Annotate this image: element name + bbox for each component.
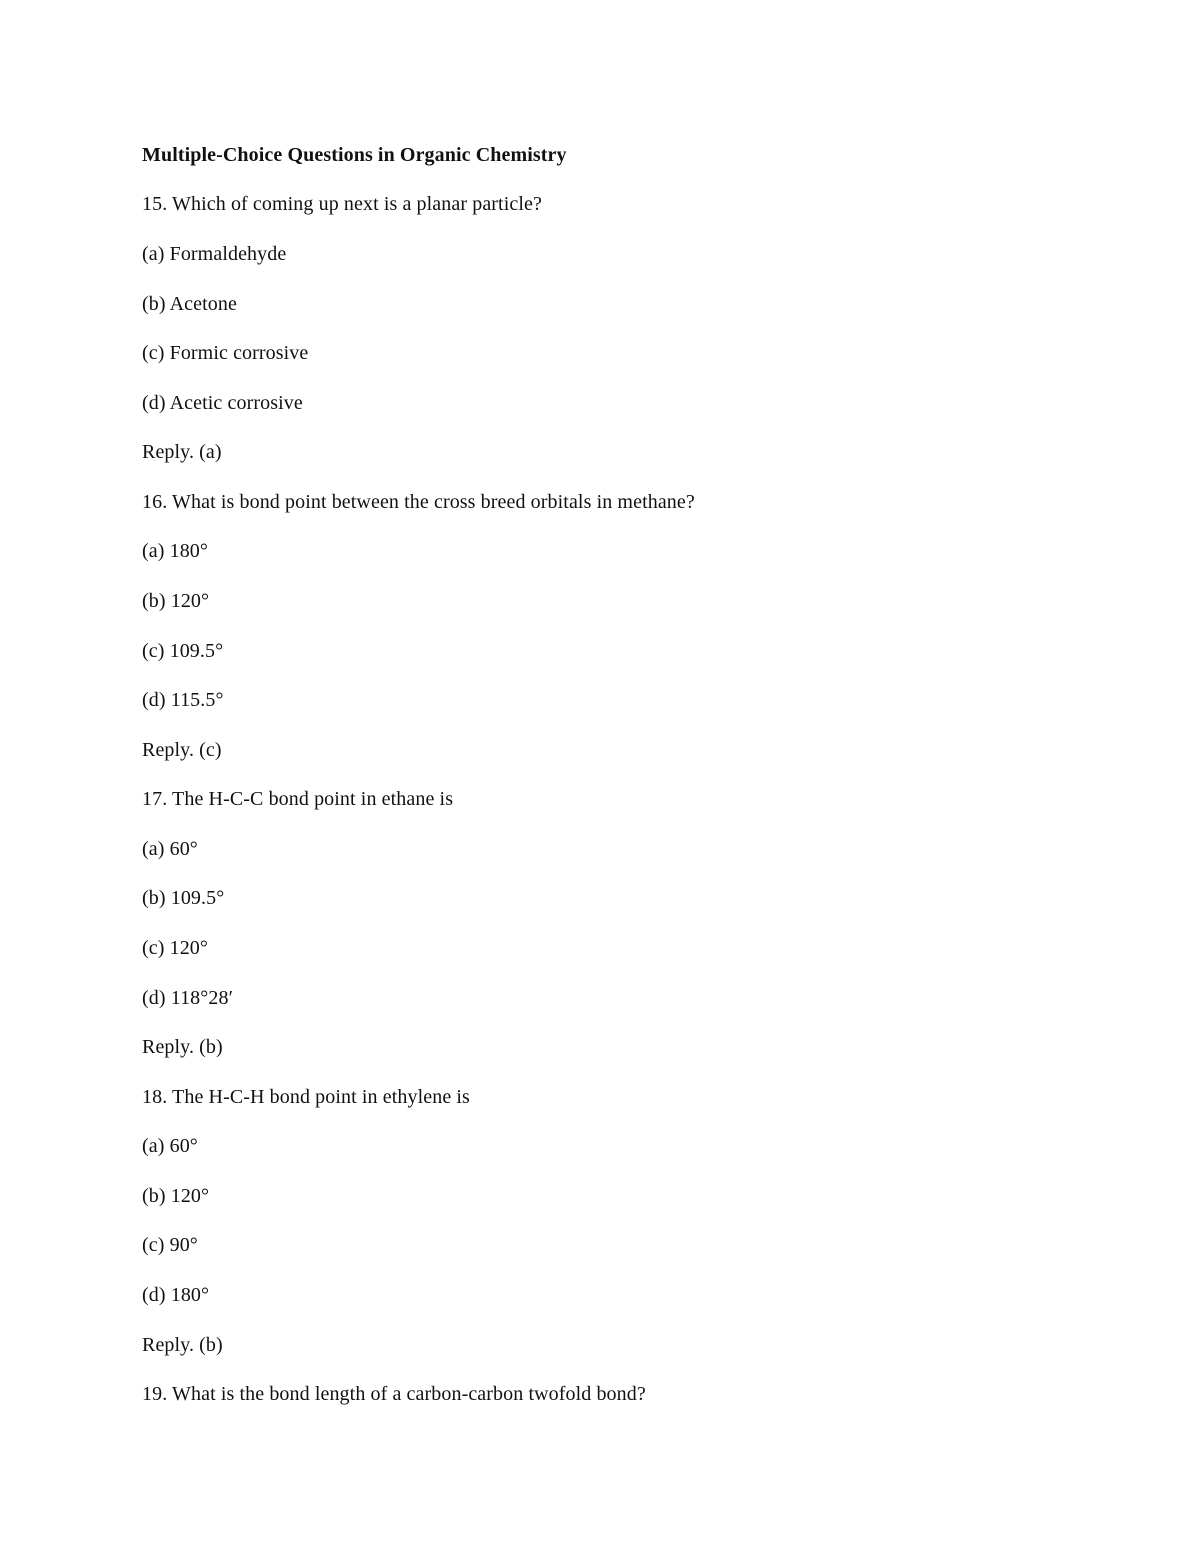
q17-reply: Reply. (b) [142,1036,223,1058]
q17-option-a: (a) 60° [142,838,198,860]
document-title: Multiple-Choice Questions in Organic Chemistry [142,144,567,166]
q18-option-a: (a) 60° [142,1135,198,1157]
question-19: 19. What is the bond length of a carbon-carbon twofold bond? [142,1383,646,1405]
q16-option-b: (b) 120° [142,590,210,612]
question-17: 17. The H-C-C bond point in ethane is [142,788,454,810]
q18-option-b: (b) 120° [142,1185,210,1207]
question-16: 16. What is bond point between the cross breed orbitals in methane? [142,491,695,513]
question-15: 15. Which of coming up next is a planar particle? [142,193,542,215]
q15-option-b: (b) Acetone [142,293,237,315]
q16-option-a: (a) 180° [142,540,208,562]
q15-reply: Reply. (a) [142,441,222,463]
q15-option-c: (c) Formic corrosive [142,342,309,364]
question-18: 18. The H-C-H bond point in ethylene is [142,1086,470,1108]
q18-reply: Reply. (b) [142,1334,223,1356]
q16-option-d: (d) 115.5° [142,689,224,711]
q17-option-b: (b) 109.5° [142,887,225,909]
q18-option-c: (c) 90° [142,1234,198,1256]
q15-option-a: (a) Formaldehyde [142,243,287,265]
q15-option-d: (d) Acetic corrosive [142,392,303,414]
q16-option-c: (c) 109.5° [142,640,224,662]
q17-option-d: (d) 118°28′ [142,987,234,1009]
q18-option-d: (d) 180° [142,1284,210,1306]
q17-option-c: (c) 120° [142,937,208,959]
q16-reply: Reply. (c) [142,739,222,761]
